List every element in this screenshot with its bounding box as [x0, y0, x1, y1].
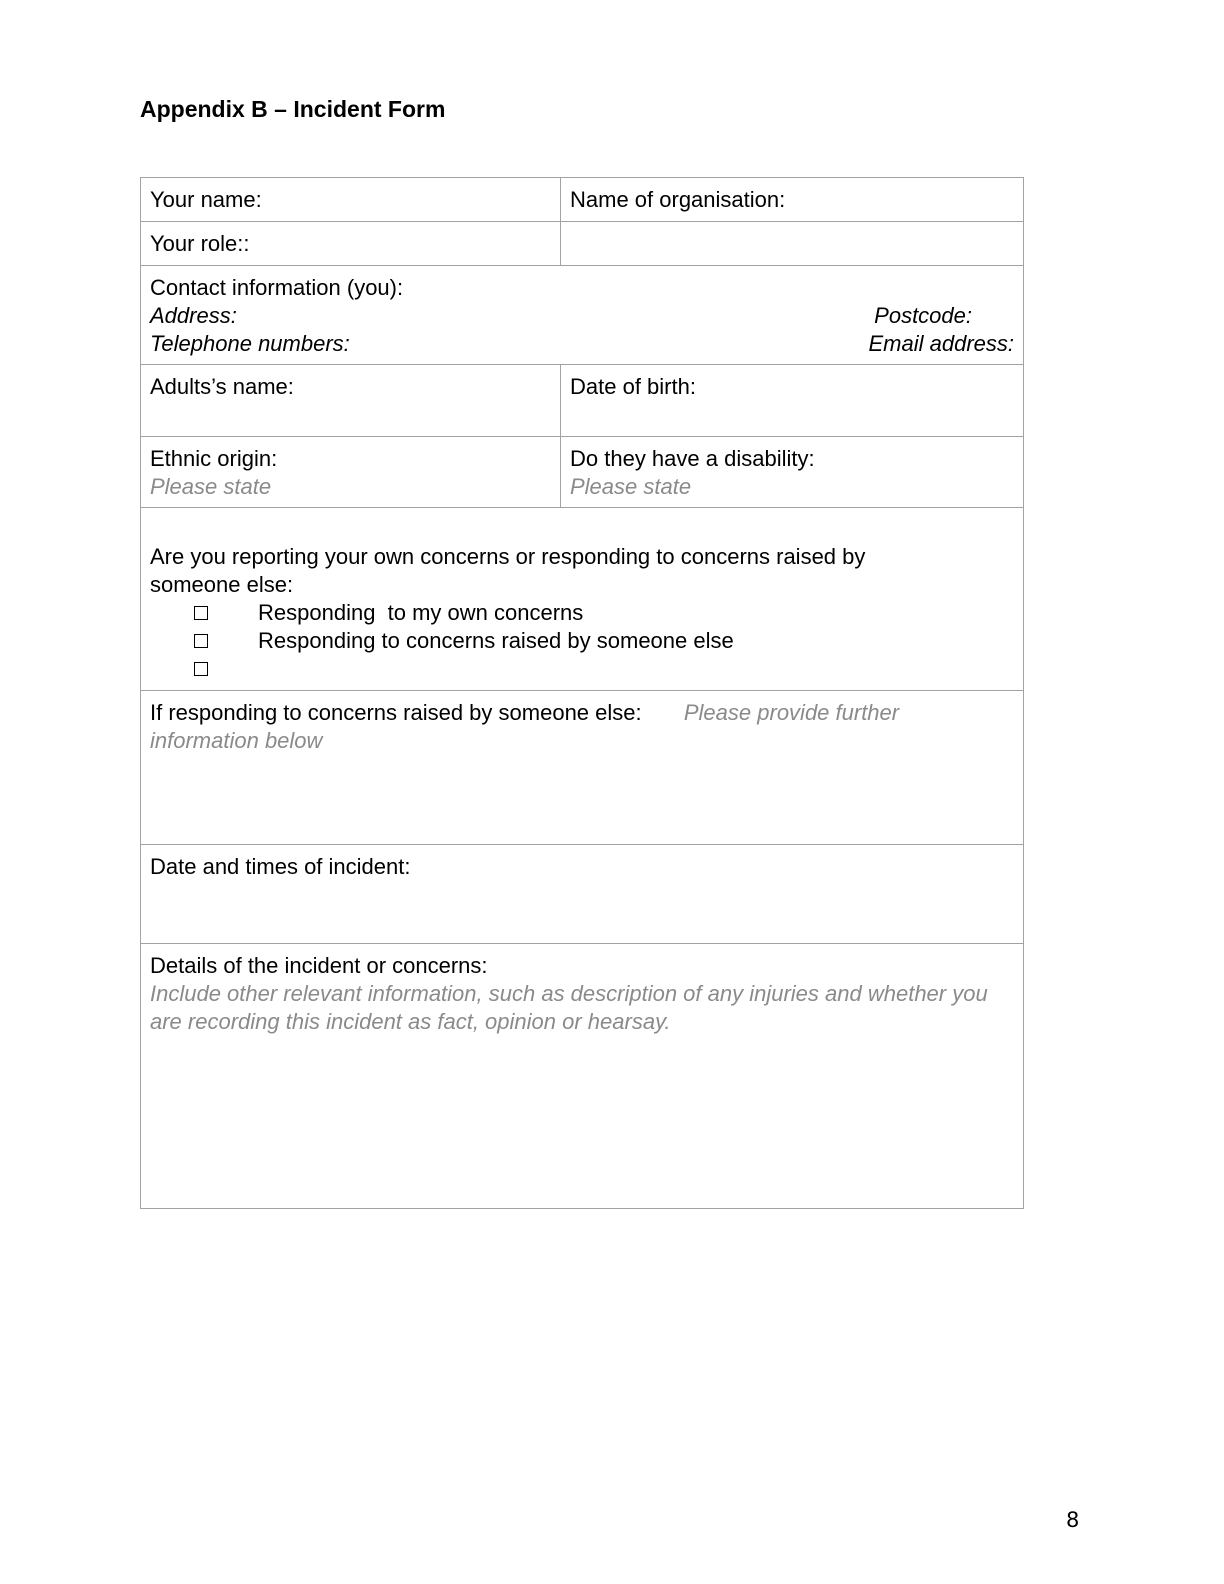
checkbox-own-concerns[interactable] [194, 606, 208, 620]
option-own-concerns-label: Responding to my own concerns [258, 600, 584, 625]
address-label: Address: [150, 303, 237, 328]
details-label: Details of the incident or concerns: [150, 953, 488, 978]
your-role-label: Your role:: [150, 231, 250, 256]
someone-else-label: If responding to concerns raised by someone else: [150, 700, 642, 725]
contact-information-label: Contact information (you): [150, 275, 404, 300]
contact-information-field[interactable] [141, 266, 1023, 364]
disability-label: Do they have a disability: [570, 446, 815, 471]
ethnic-origin-label: Ethnic origin: [150, 446, 278, 471]
date-of-birth-label: Date of birth: [570, 374, 696, 399]
page-number: 8 [1066, 1508, 1080, 1532]
postcode-label: Postcode: [874, 303, 972, 328]
ethnic-origin-field[interactable] [141, 437, 561, 507]
option-blank[interactable] [150, 655, 1014, 683]
option-someone-else-label: Responding to concerns raised by someone else [258, 628, 734, 653]
checkbox-someone-else[interactable] [194, 634, 208, 648]
your-name-label: Your name: [150, 187, 262, 212]
date-times-label: Date and times of incident: [150, 854, 411, 879]
someone-else-hint: Please provide further information below [150, 700, 900, 753]
telephone-label: Telephone numbers: [150, 331, 350, 356]
your-role-field[interactable] [141, 222, 561, 265]
option-own-concerns[interactable] [150, 599, 1014, 627]
reporting-question-section [141, 508, 1023, 690]
ethnic-origin-hint: Please state [150, 474, 272, 499]
disability-hint: Please state [570, 474, 692, 499]
disability-field[interactable] [561, 437, 1023, 507]
date-times-field[interactable] [141, 845, 1023, 943]
email-label: Email address: [868, 331, 1014, 356]
organisation-label: Name of organisation: [570, 187, 786, 212]
checkbox-blank[interactable] [194, 662, 208, 676]
details-field[interactable] [141, 944, 1023, 1208]
reporting-question: Are you reporting your own concerns or responding to concerns raised by someone else: [150, 544, 866, 597]
someone-else-field[interactable] [141, 691, 1023, 844]
details-hint: Include other relevant information, such as description of any injuries and whether you are recording this incident as fact, opinion or hearsay. [150, 981, 988, 1034]
date-of-birth-field[interactable] [561, 365, 1023, 436]
page-title: Appendix B – Incident Form [140, 96, 446, 122]
incident-form [140, 177, 1024, 1209]
organisation-field[interactable] [561, 178, 1023, 222]
option-someone-else[interactable] [150, 627, 1014, 655]
your-role-value-field[interactable] [561, 222, 1023, 265]
adult-name-label: Adults’s name: [150, 374, 294, 399]
your-name-field[interactable] [141, 178, 561, 222]
adult-name-field[interactable] [141, 365, 561, 436]
